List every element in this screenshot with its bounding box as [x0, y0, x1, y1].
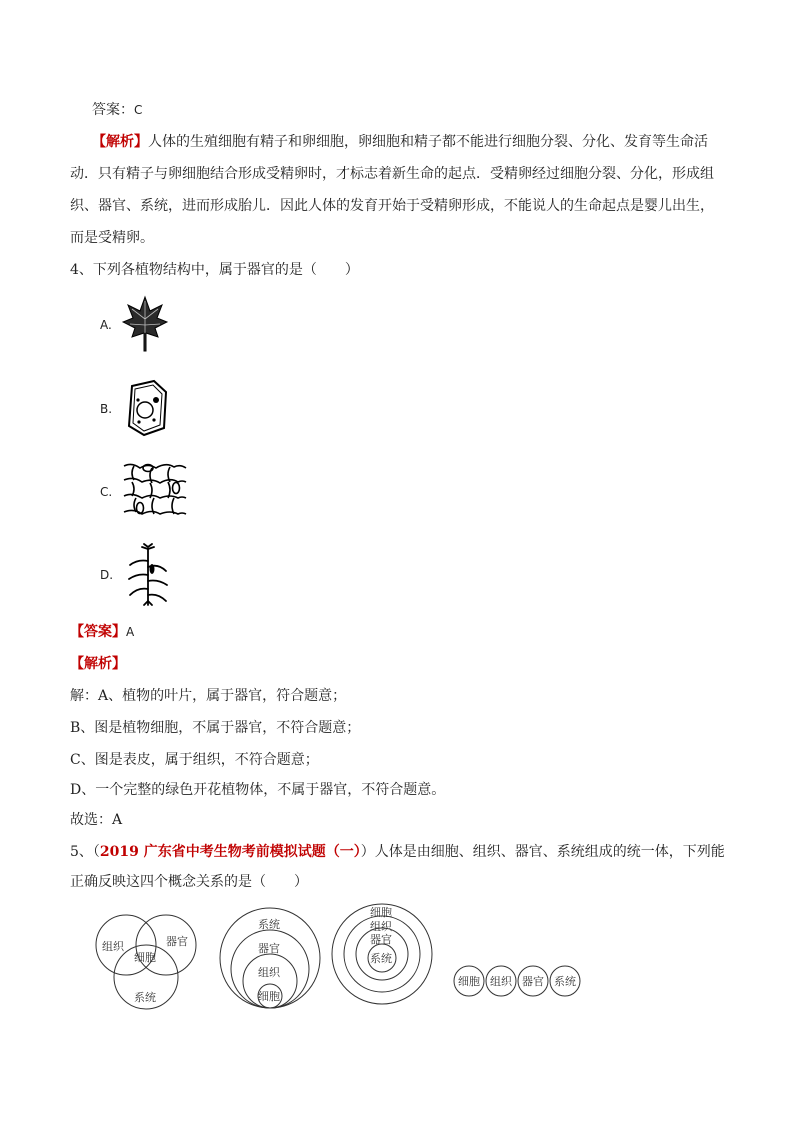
q4-answer: 【答案】A	[70, 624, 135, 640]
chain-label-organ: 器官	[522, 975, 544, 988]
nested-c-label-organ: 器官	[370, 933, 392, 946]
diagram-venn	[94, 905, 204, 1015]
venn-label-cell: 细胞	[134, 951, 156, 964]
corn-plant-icon	[126, 543, 170, 607]
nested-b-label-organ: 器官	[258, 942, 280, 955]
nested-c-label-system: 系统	[370, 952, 392, 965]
q4-final-choice: 故选：A	[70, 812, 123, 828]
epidermis-tissue-icon	[122, 460, 188, 520]
q4-option-d-label: D.	[100, 568, 114, 582]
q4-analysis-line-2: B、图是植物细胞，不属于器官，不符合题意；	[70, 720, 361, 736]
q4-option-b-label: B.	[100, 402, 113, 416]
chain-label-cell: 细胞	[458, 975, 480, 988]
q4-analysis-label: 【解析】	[70, 656, 126, 672]
nested-b-label-cell: 细胞	[258, 990, 280, 1003]
q5-question-line-1: 5、（2019 广东省中考生物考前模拟试题（一））人体是由细胞、组织、器官、系统组成的统一体，下列能	[70, 844, 725, 860]
diagram-nested-c	[330, 902, 434, 1006]
venn-label-tissue: 组织	[102, 940, 124, 953]
q4-option-c-label: C.	[100, 485, 113, 499]
nested-b-label-system: 系统	[258, 918, 280, 931]
nested-b-label-tissue: 组织	[258, 966, 280, 979]
diagram-nested-b	[218, 906, 322, 1010]
q4-question: 4、下列各植物结构中，属于器官的是（ ）	[70, 262, 359, 278]
q3-analysis-line-3: 织、器官、系统，进而形成胎儿．因此人体的发育开始于受精卵形成，不能说人的生命起点是婴儿出生，	[70, 198, 714, 214]
diagram-chain	[452, 964, 582, 998]
plant-cell-icon	[124, 378, 170, 438]
q3-answer: 答案：C	[92, 102, 143, 118]
q3-analysis-line-4: 而是受精卵。	[70, 230, 154, 246]
q3-analysis-line-1: 【解析】人体的生殖细胞有精子和卵细胞，卵细胞和精子都不能进行细胞分裂、分化、发育等生命活	[92, 134, 708, 150]
nested-c-label-cell: 细胞	[370, 906, 392, 919]
q4-option-a-label: A.	[100, 318, 112, 332]
nested-c-label-tissue: 组织	[370, 920, 392, 933]
chain-label-tissue: 组织	[490, 975, 512, 988]
chain-label-system: 系统	[554, 975, 576, 988]
venn-label-organ: 器官	[166, 935, 188, 948]
q5-source: 2019 广东省中考生物考前模拟试题（一）	[99, 844, 361, 860]
q4-analysis-line-3: C、图是表皮，属于组织，不符合题意；	[70, 752, 319, 768]
q3-analysis-line-2: 动．只有精子与卵细胞结合形成受精卵时，才标志着新生命的起点．受精卵经过细胞分裂、分化，形成组	[70, 166, 714, 182]
q4-analysis-line-4: D、一个完整的绿色开花植物体，不属于器官，不符合题意。	[70, 782, 446, 798]
q5-question-line-2: 正确反映这四个概念关系的是（ ）	[70, 874, 308, 890]
q4-analysis-line-1: 解：A、植物的叶片，属于器官，符合题意；	[70, 688, 347, 704]
venn-label-system: 系统	[134, 991, 156, 1004]
maple-leaf-icon	[122, 295, 168, 353]
